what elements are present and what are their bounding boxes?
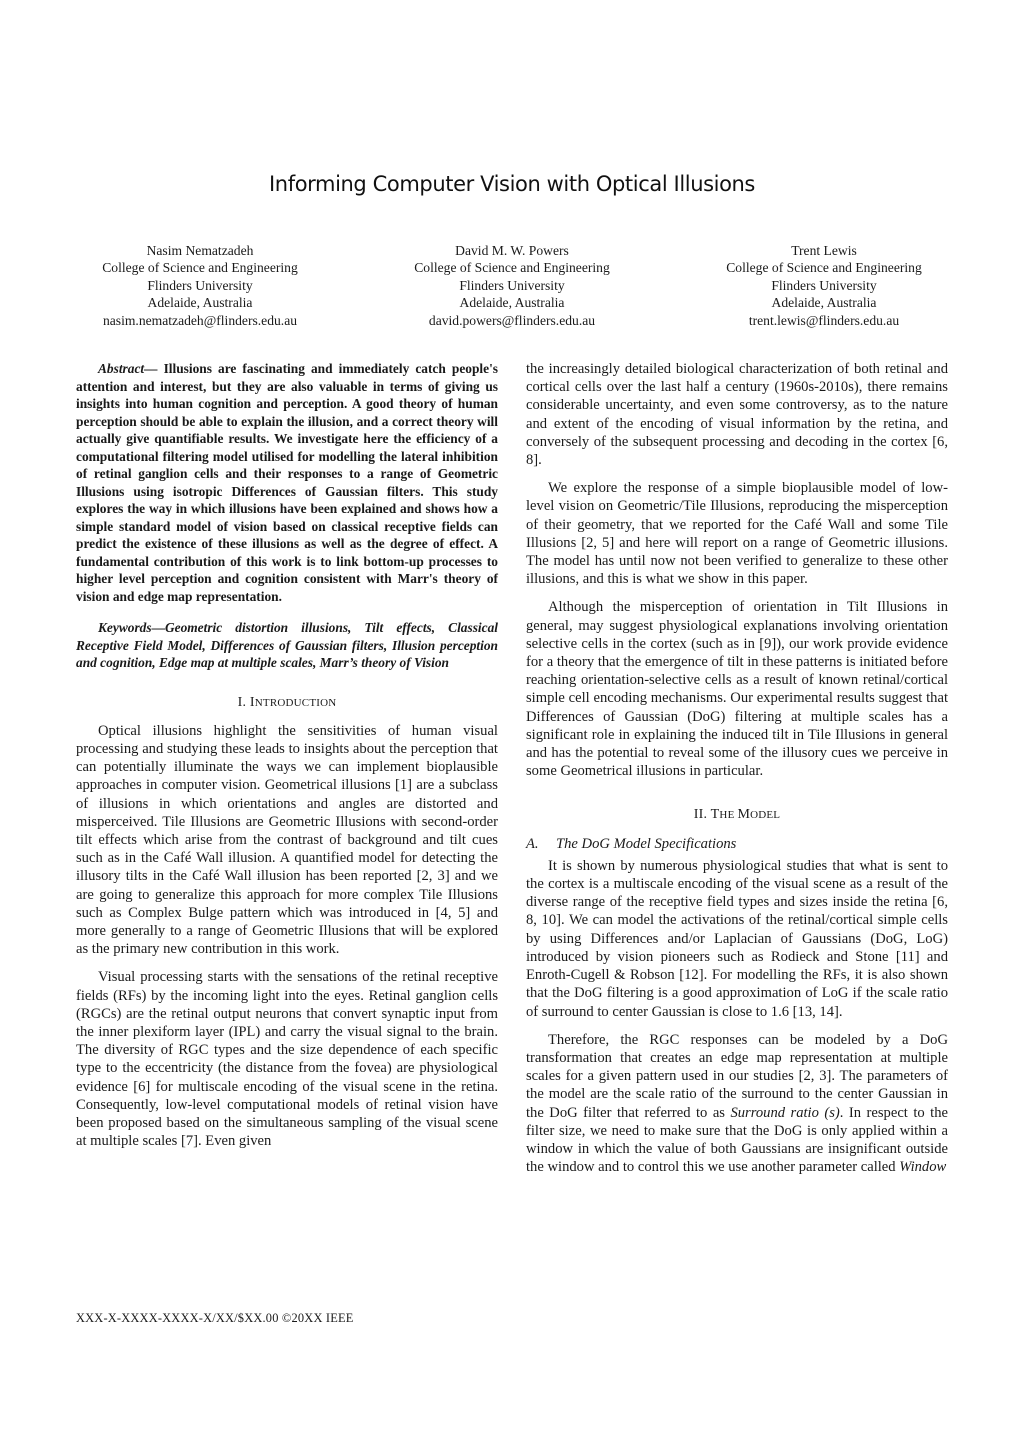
- author-3: [668, 242, 980, 329]
- author-city: Adelaide, Australia: [771, 295, 877, 311]
- author-city: Adelaide, Australia: [459, 295, 565, 311]
- author-dept: College of Science and Engineering: [414, 260, 610, 276]
- author-name: David M. W. Powers: [455, 243, 569, 258]
- author-email: david.powers@flinders.edu.au: [428, 312, 596, 328]
- abstract-label: Abstract—: [98, 361, 158, 376]
- paper-title: Informing Computer Vision with Optical Illusions: [269, 172, 755, 196]
- keywords: Keywords—Geometric distortion illusions, Tilt effects, Classical Receptive Field Model, Differences of Gaussian filters, Illusion perception and cognition, Edge map at multiple scales, Marr’s theory of Vision: [76, 620, 498, 670]
- intro-paragraph-2: Visual processing starts with the sensations of the retinal receptive fields (RFs) by the incoming light into the eyes. Retinal ganglion cells (RGCs) are the retinal output neurons that convert synaptic input from the inner plexiform layer (IPL) and carry the visual signal to the brain. The diversity of RGC types and the size dependence of each specific type to the eccentricity (the distance from the fovea) are physiological evidence [6] for multiscale encoding of the visual scene in the retina. Consequently, low-level computational models of retinal vision have been proposed based on the simultaneous sampling of the visual scene at multiple scales [7]. Even given: [76, 969, 498, 1150]
- author-email: nasim.nematzadeh@flinders.edu.au: [102, 312, 298, 328]
- author-name: Trent Lewis: [791, 243, 857, 258]
- author-name: Nasim Nematzadeh: [146, 243, 254, 258]
- author-1: [44, 242, 356, 329]
- author-dept: College of Science and Engineering: [102, 260, 298, 276]
- author-block: [44, 242, 980, 329]
- author-dept: College of Science and Engineering: [726, 260, 922, 276]
- author-org: Flinders University: [147, 277, 253, 293]
- section-heading-model: II. THE MODEL: [693, 807, 781, 823]
- abstract: [76, 360, 498, 605]
- author-email: trent.lewis@flinders.edu.au: [748, 312, 900, 328]
- intro-paragraph-2-continued: the increasingly detailed biological characterization of both retinal and cortical cells over the last half a century (1960s-2010s), there remains considerable uncertainty, and even some controversy, as to the nature and extent of the encoding of visual information by the retina, and conversely of the subsequent processing and decoding in the cortex [6, 8].: [526, 361, 948, 469]
- section-heading-introduction: I. INTRODUCTION: [237, 694, 337, 710]
- model-paragraph-2: Therefore, the RGC responses can be modeled by a DoG transformation that creates an edge map representation at multiple scales for a given pattern used in our studies [2, 3]. The parameters of the model are the scale ratio of the surround to the center Gaussian in the DoG filter that referred to as Surround ratio (s). In respect to the filter size, we need to make sure that the DoG is only applied within a window in which the value of both Gaussians are insignificant outside the window and to control this we use another parameter called Window: [526, 1031, 948, 1176]
- copyright-footer: XXX-X-XXXX-XXXX-X/XX/$XX.00 ©20XX IEEE: [76, 1311, 354, 1325]
- abstract-text: Illusions are fascinating and immediately catch people's attention and interest, but they are also valuable in terms of giving us insights into human cognition and perception. A good theory of human perception should be able to explain the illusion, and a correct theory will actually give quantifiable results. We investigate here the efficiency of a computational filtering model utilised for modelling the lateral inhibition of retinal ganglion cells and their responses to a range of Geometric Illusions using isotropic Differences of Gaussian filters. This study explores the way in which illusions have been explained and shows how a simple standard model of vision based on classical receptive fields can predict the existence of these illusions as well as the degree of effect. A fundamental contribution of this work is to link bottom-up processes to higher level perception and cognition consistent with Marr's theory of vision and edge map representation.: [76, 361, 498, 604]
- subsection-heading: A. The DoG Model Specifications: [526, 835, 737, 852]
- intro-paragraph-3: We explore the response of a simple bioplausible model of low-level vision on Geometric/Tile Illusions, reproducing the misperception of their geometry, that we reported for the Café Wall and some Tile Illusions [2, 5] and here will report on a range of Geometric illusions. The model has until now not been verified to generalize to these other illusions, and this is what we show in this paper.: [526, 480, 948, 588]
- author-city: Adelaide, Australia: [147, 295, 253, 311]
- left-column: [76, 360, 498, 1150]
- model-paragraph-1: It is shown by numerous physiological studies that what is sent to the cortex is a multiscale encoding of the visual scene as a result of the diverse range of the receptive field types and sizes inside the retina [6, 8, 10]. We can model the activations of the retinal/cortical simple cells by using Differences and/or Laplacian of Gaussians (DoG, LoG) introduced by vision pioneers such as Rodieck and Stone [11] and Enroth-Cugell & Robson [12]. For modelling the RFs, it is also shown that the DoG filtering is a good approximation of LoG if the scale ratio of surround to center Gaussian is close to 1.6 [13, 14].: [526, 857, 948, 1020]
- author-org: Flinders University: [771, 277, 877, 293]
- intro-paragraph-4: Although the misperception of orientation in Tilt Illusions in general, may suggest physiological explanations involving orientation selective cells in the cortex (such as in [9]), our work provide evidence for a theory that the emergence of tilt in these patterns is initiated before reaching orientation-selective cells as a result of known retinal/cortical simple cell encoding mechanisms. Our experimental results suggest that Differences of Gaussian (DoG) filtering at multiple scales has a significant role in explaining the induced tilt in Tile Illusions in general and has the potential to reveal some of the illusory cues we perceive in some Geometrical illusions in particular.: [526, 599, 948, 780]
- author-org: Flinders University: [459, 277, 565, 293]
- author-2: [356, 242, 668, 329]
- intro-paragraph-1: Optical illusions highlight the sensitivities of human visual processing and studying these leads to insights about the perception that can potentially illuminate the ways we can implement bioplausible approaches in computer vision. Geometrical illusions [1] are a subclass of illusions in which orientations and angles are distorted and misperceived. Tile Illusions are Geometric Illusions with second-order tilt effects which arise from the contrast of background and tilt cues such as in the Café Wall illusion. A quantified model for detecting the illusory tilts in the Café Wall illusion has been reported [2, 3] and we are going to generalize this approach for more complex Tile Illusions such as Complex Bulge pattern which was introduced in [4, 5] and more generally to a range of Geometric Illusions that will be explored as the primary new contribution in this work.: [76, 722, 498, 958]
- right-column: [526, 360, 948, 1176]
